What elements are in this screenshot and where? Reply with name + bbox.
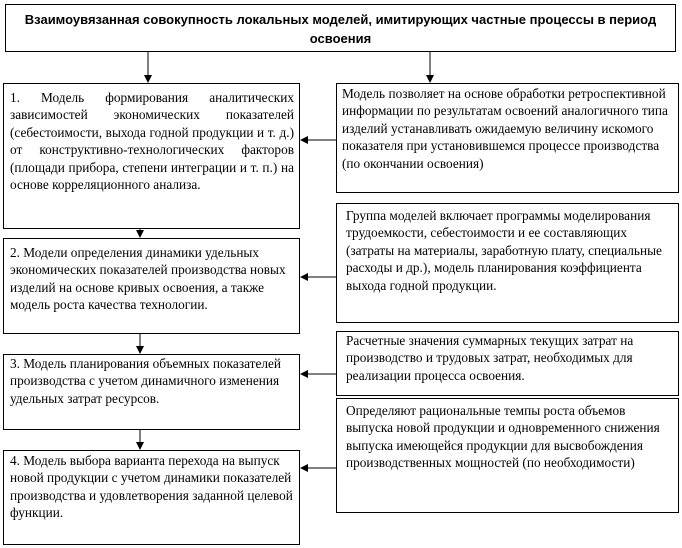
model-2-box: 2. Модели определения динамики удельных экономических показателей производства новых изделий на основе кривых освоения, а также модель роста качества технологии. <box>3 238 300 334</box>
model-3-box: 3. Модель планирования объемных показателей производства с учетом динамичного изменения удельных затрат ресурсов. <box>3 354 300 430</box>
model-1-box: 1. Модель формирования аналитических зависимостей экономических показателей (себестоимости, выхода годной продукции и т. д.) от конструктивно-технологических факторов (площади прибора, степени интеграции и т. п.) на основе корреляционного анализа. <box>3 83 300 229</box>
diagram-title: Взаимоувязанная совокупность локальных моделей, имитирующих частные процессы в период освоения <box>5 4 676 52</box>
description-3-box: Расчетные значения суммарных текущих затрат на производство и трудовых затрат, необходимых для реализации процесса освоения. <box>336 331 679 396</box>
description-2-box: Группа моделей включает программы моделирования трудоемкости, себестоимости и ее составляющих (затраты на материалы, заработную плату, специальные расходы и др.), модель планирования коэффициента выхода годной продукции. <box>336 203 679 323</box>
description-1-box: Модель позволяет на основе обработки ретроспективной информации по результатам освоений аналогичного типа изделий устанавливать ожидаемую величину искомого показателя при установившемся процессе производства (по окончании освоения) <box>336 83 679 193</box>
model-4-box: 4. Модель выбора варианта перехода на выпуск новой продукции с учетом динамики показателей производства и удовлетворения заданной целевой функции. <box>3 450 300 545</box>
description-4-box: Определяют рациональные темпы роста объемов выпуска новой продукции и одновременного снижения выпуска имеющейся продукции для высвобождения производственных мощностей (по необходимости) <box>336 398 679 513</box>
